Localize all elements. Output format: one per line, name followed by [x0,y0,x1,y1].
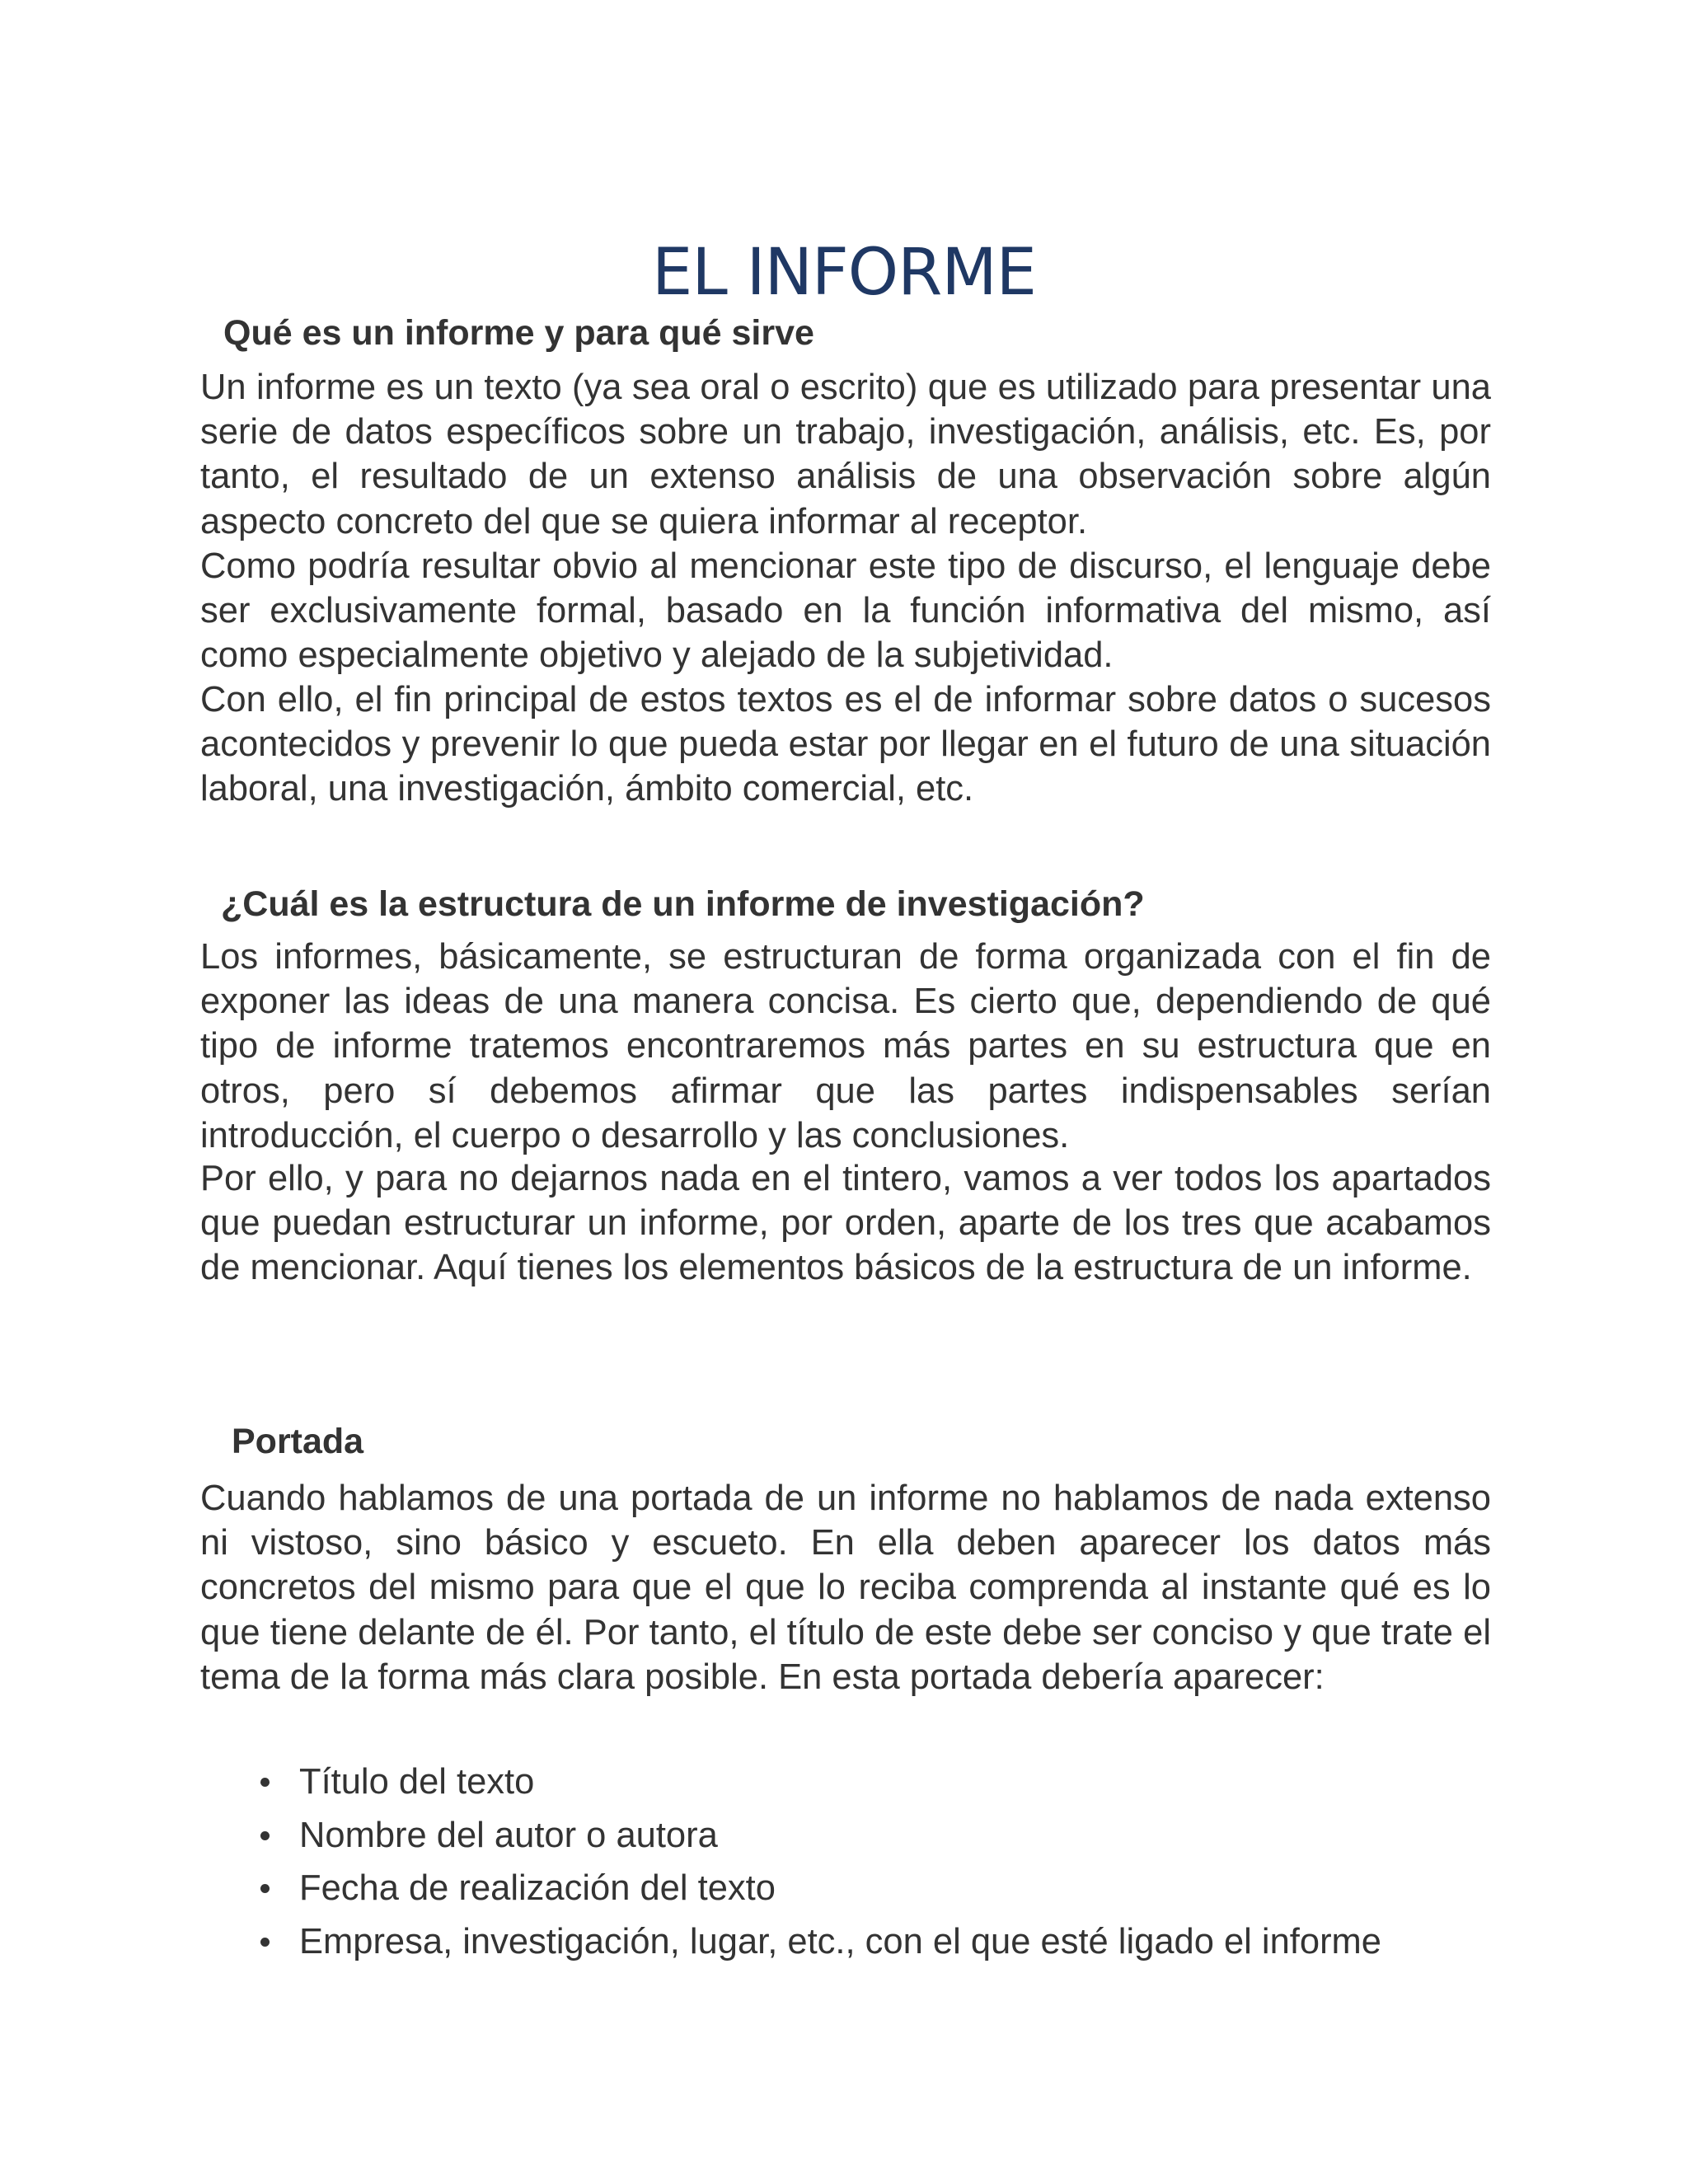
bullet-icon [260,1831,270,1840]
section-1-paragraph-1: Un informe es un texto (ya sea oral o escrito) que es utilizado para presentar una serie de datos específicos sobre un trabajo, investigación, análisis, etc. Es, por tanto, el resultado de un extenso análisis de una observación sobre algún aspecto concreto del que se quiera informar al receptor. [200,368,1491,541]
list-item-text: Fecha de realización del texto [299,1868,776,1908]
list-item [200,1755,1519,1809]
section-1-paragraph-2: Como podría resultar obvio al mencionar este tipo de discurso, el lenguaje debe ser exclusivamente formal, basado en la función informativa del mismo, así como especialmente objetivo y alejado de la subjetividad. [200,546,1491,676]
section-2-paragraph-2: Por ello, y para no dejarnos nada en el tintero, vamos a ver todos los apartados que puedan estructurar un informe, por orden, aparte de los tres que acabamos de mencionar. Aquí tienes los elementos básicos de la estructura de un informe. [200,1159,1491,1288]
list-item-text: Empresa, investigación, lugar, etc., con el que esté ligado el informe [299,1921,1381,1961]
list-item [200,1809,1519,1863]
section-2-paragraph-1: Los informes, básicamente, se estructuran de forma organizada con el fin de exponer las ideas de una manera concisa. Es cierto que, dependiendo de qué tipo de informe tratemos encontraremos más partes en su estructura que en otros, pero sí debemos afirmar que las partes indispensables serían introducción, el cuerpo o desarrollo y las conclusiones. [200,937,1491,1155]
section-1-paragraph-3: Con ello, el fin principal de estos textos es el de informar sobre datos o sucesos acontecidos y prevenir lo que pueda estar por llegar en el futuro de una situación laboral, una investigación, ámbito comercial, etc. [200,680,1491,809]
section-3-paragraph-1: Cuando hablamos de una portada de un informe no hablamos de nada extenso ni vistoso, sino básico y escueto. En ella deben aparecer los datos más concretos del mismo para que el que lo reciba comprenda al instante qué es lo que tiene delante de él. Por tanto, el título de este debe ser conciso y que trate el tema de la forma más clara posible. En esta portada debería aparecer: [200,1479,1491,1697]
bullet-icon [260,1884,270,1893]
bullet-icon [260,1938,270,1947]
bullet-icon [260,1778,270,1787]
list-item [200,1915,1519,1969]
document-title: EL INFORME [652,236,1036,311]
list-item-text: Título del texto [299,1762,535,1802]
list-item [200,1862,1519,1915]
section-heading-portada: Portada [232,1422,364,1461]
section-heading-que-es-informe: Qué es un informe y para qué sirve [223,313,814,353]
list-item-text: Nombre del autor o autora [299,1815,718,1855]
portada-bullet-list [200,1755,1519,1968]
section-heading-estructura: ¿Cuál es la estructura de un informe de investigación? [221,884,1145,924]
